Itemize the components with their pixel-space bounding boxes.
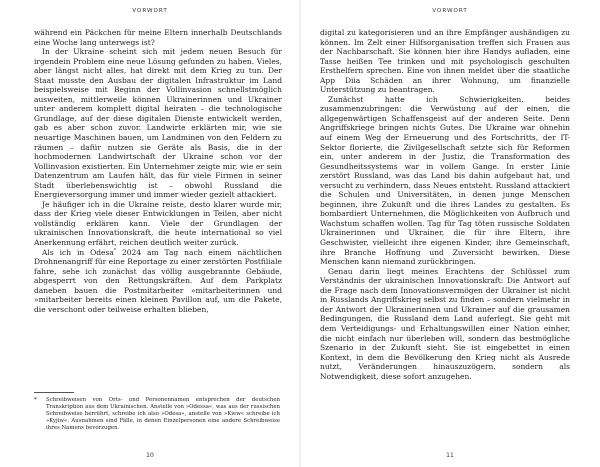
paragraph-rest: 2024 am Tag nach einem nächtlichen Drohnenangriff für eine Reportage zu einer zerstörten Postfiliale fahre, sehe ich zunächst das völlig ausgebrannte Gebäude, abgesperrt von den Rettungskräften. Auf dem Parkplatz daneben bauen die Postmitarbeiter »mitarbeiterinnen und »mitarbeiter bereits einen kleinen Pavillon auf, um die Pakete, die verschont oder teilweise erhalten blieben, — [34, 247, 282, 314]
right-page — [300, 0, 600, 467]
footnote-reference: * — [113, 248, 117, 254]
paragraph: Genau darin liegt meines Erachtens der Schlüssel zum Verständnis der ukrainischen Innovationskraft: Die Antwort auf die Frage nach dem Innovationsvermögen der Ukrainer ist nicht in Russlands Angriffskrieg selbst zu finden – sondern vielmehr in der Antwort der Ukrainerinnen und Ukrainer auf die grausamen Bedingungen, die Russland dem Land auferlegt. Sie geht mit dem Verteidigungs- und Erhaltungswillen einer Nation einher, die nicht einfach nur überleben will, sondern das bestmögliche Szenario in der Zukunft sieht. Sie ist eingebettet in einen Kontext, in dem die Bevölkerung den Krieg nicht als Ausrede nutzt, Veränderungen hinauszuzögern, sondern als Notwendigkeit, diese sofort anzugehen. — [320, 266, 570, 381]
paragraph: Zunächst hatte ich Schwierigkeiten, beides zusammenzubringen: die Verwüstung auf der einen, die allgegenwärtigen Schaffensgeist auf der anderen Seite. Denn Angriffskriege bringen nichts Gutes. Die Ukraine war ohnehin auf einem Weg der Erneuerung und des Fortschritts, der IT-Sektor florierte, die Zivilgesellschaft setzte sich für Reformen ein, unter anderem in der Justiz, die Transformation des Gesundheitssystems war in vollem Gange. In erster Linie zerstört Russland, was das Land bis dahin aufgebaut hat, und versucht zu verhindern, dass Neues entsteht. Russland attackiert die Schulen und Universitäten, in denen junge Menschen beginnen, ihre Zukunft und die ihres Landes zu gestalten. Es bombardiert Unternehmen, die Möglichkeiten von Aufbruch und Wachstum schaffen wollen. Tag für Tag töten russische Soldaten Ukrainerinnen und Ukrainer, die für ihre Eltern, ihre Geschwister, vielleicht ihre eigenen Kinder, ihre Gemeinschaft, ihre Branche Hoffnung und Zuversicht bewirken. Diese Menschen kann niemand zurückbringen. — [320, 94, 570, 267]
running-head-right: VORWORT — [432, 8, 468, 14]
page-number-left: 10 — [146, 452, 154, 459]
paragraph: während ein Päckchen für meine Eltern innerhalb Deutschlands eine Woche lang unterwegs ist? — [34, 28, 282, 47]
footnote-divider — [34, 392, 74, 393]
page-number-right: 11 — [446, 452, 454, 459]
paragraph: Je häufiger ich in die Ukraine reiste, desto klarer wurde mir, dass der Krieg viele dieser Entwicklungen in Teilen, aber nicht vollständig erklären kann. Viele der Grundlagen der ukrainischen Innovationskraft, die heute international so viel Anerkennung erfährt, reichen deutlich weiter zurück. — [34, 199, 282, 248]
left-page-body — [34, 28, 282, 314]
running-head-left: VORWORT — [132, 8, 168, 14]
paragraph: In der Ukraine scheint sich mit jedem neuen Besuch für irgendein Problem eine neue Lösung gefunden zu haben. Vieles, aber längst nicht alles, hat direkt mit dem Krieg zu tun. Der Staat musste den Ausbau der digitalen Infrastruktur im Land beispielsweise mit Beginn der Vollinvasion schnellstmöglich ausweiten, mittlerweile können Ukrainerinnen und Ukrainer unter anderem komplett digital heiraten – die technologische Grundlage, auf der diese digitalen Dienste entwickelt werden, gab es aber schon zuvor. Landwirte erklärten mir, wie sie neuartige Maschinen bauen, um Landminen von den Feldern zu räumen – dafür nutzen sie Geräte als Basis, die in der hochmodernen Landwirtschaft der Ukraine schon vor der Vollinvasion existierten. Ein Unternehmer zeigte mir, wie er sein Datenzentrum am Laufen hält, das für viele Firmen in seiner Stadt überlebenswichtig ist – obwohl Russland die Energieversorgung immer und immer wieder gezielt attackiert. — [34, 47, 282, 200]
right-page-body — [320, 28, 570, 381]
paragraph — [34, 248, 282, 315]
footnote — [34, 397, 280, 432]
footnote-marker: * — [34, 397, 37, 403]
footnote-text: Schreibweisen von Orts- und Personennamen entsprechen der deutschen Transkription aus dem Ukrainischen. Anstelle von »Odessa«, was aus der russischen Schreibweise herrührt, schreibe ich also »Odesa«, anstelle von »Kiew« schreibe ich »Kyjiw«. Ausnahmen sind Fälle, in denen Einzelpersonen eine andere Schreibweise ihres Namens bevorzugen. — [46, 397, 280, 431]
paragraph: digital zu kategorisieren und an ihre Empfänger aushändigen zu können. Im Zelt einer Hilfsorganisation treffen sich Frauen aus der Nachbarschaft. Sie können hier ihre Handys aufladen, eine Tasse heißen Tee trinken und mit psychologisch geschulten Ersthelfern sprechen. Eine von ihnen meldet über die staatliche App Diia Schäden an ihrer Wohnung, um finanzielle Unterstützung zu beantragen. — [320, 28, 570, 95]
paragraph-start: Als ich in Odesa — [42, 247, 114, 257]
